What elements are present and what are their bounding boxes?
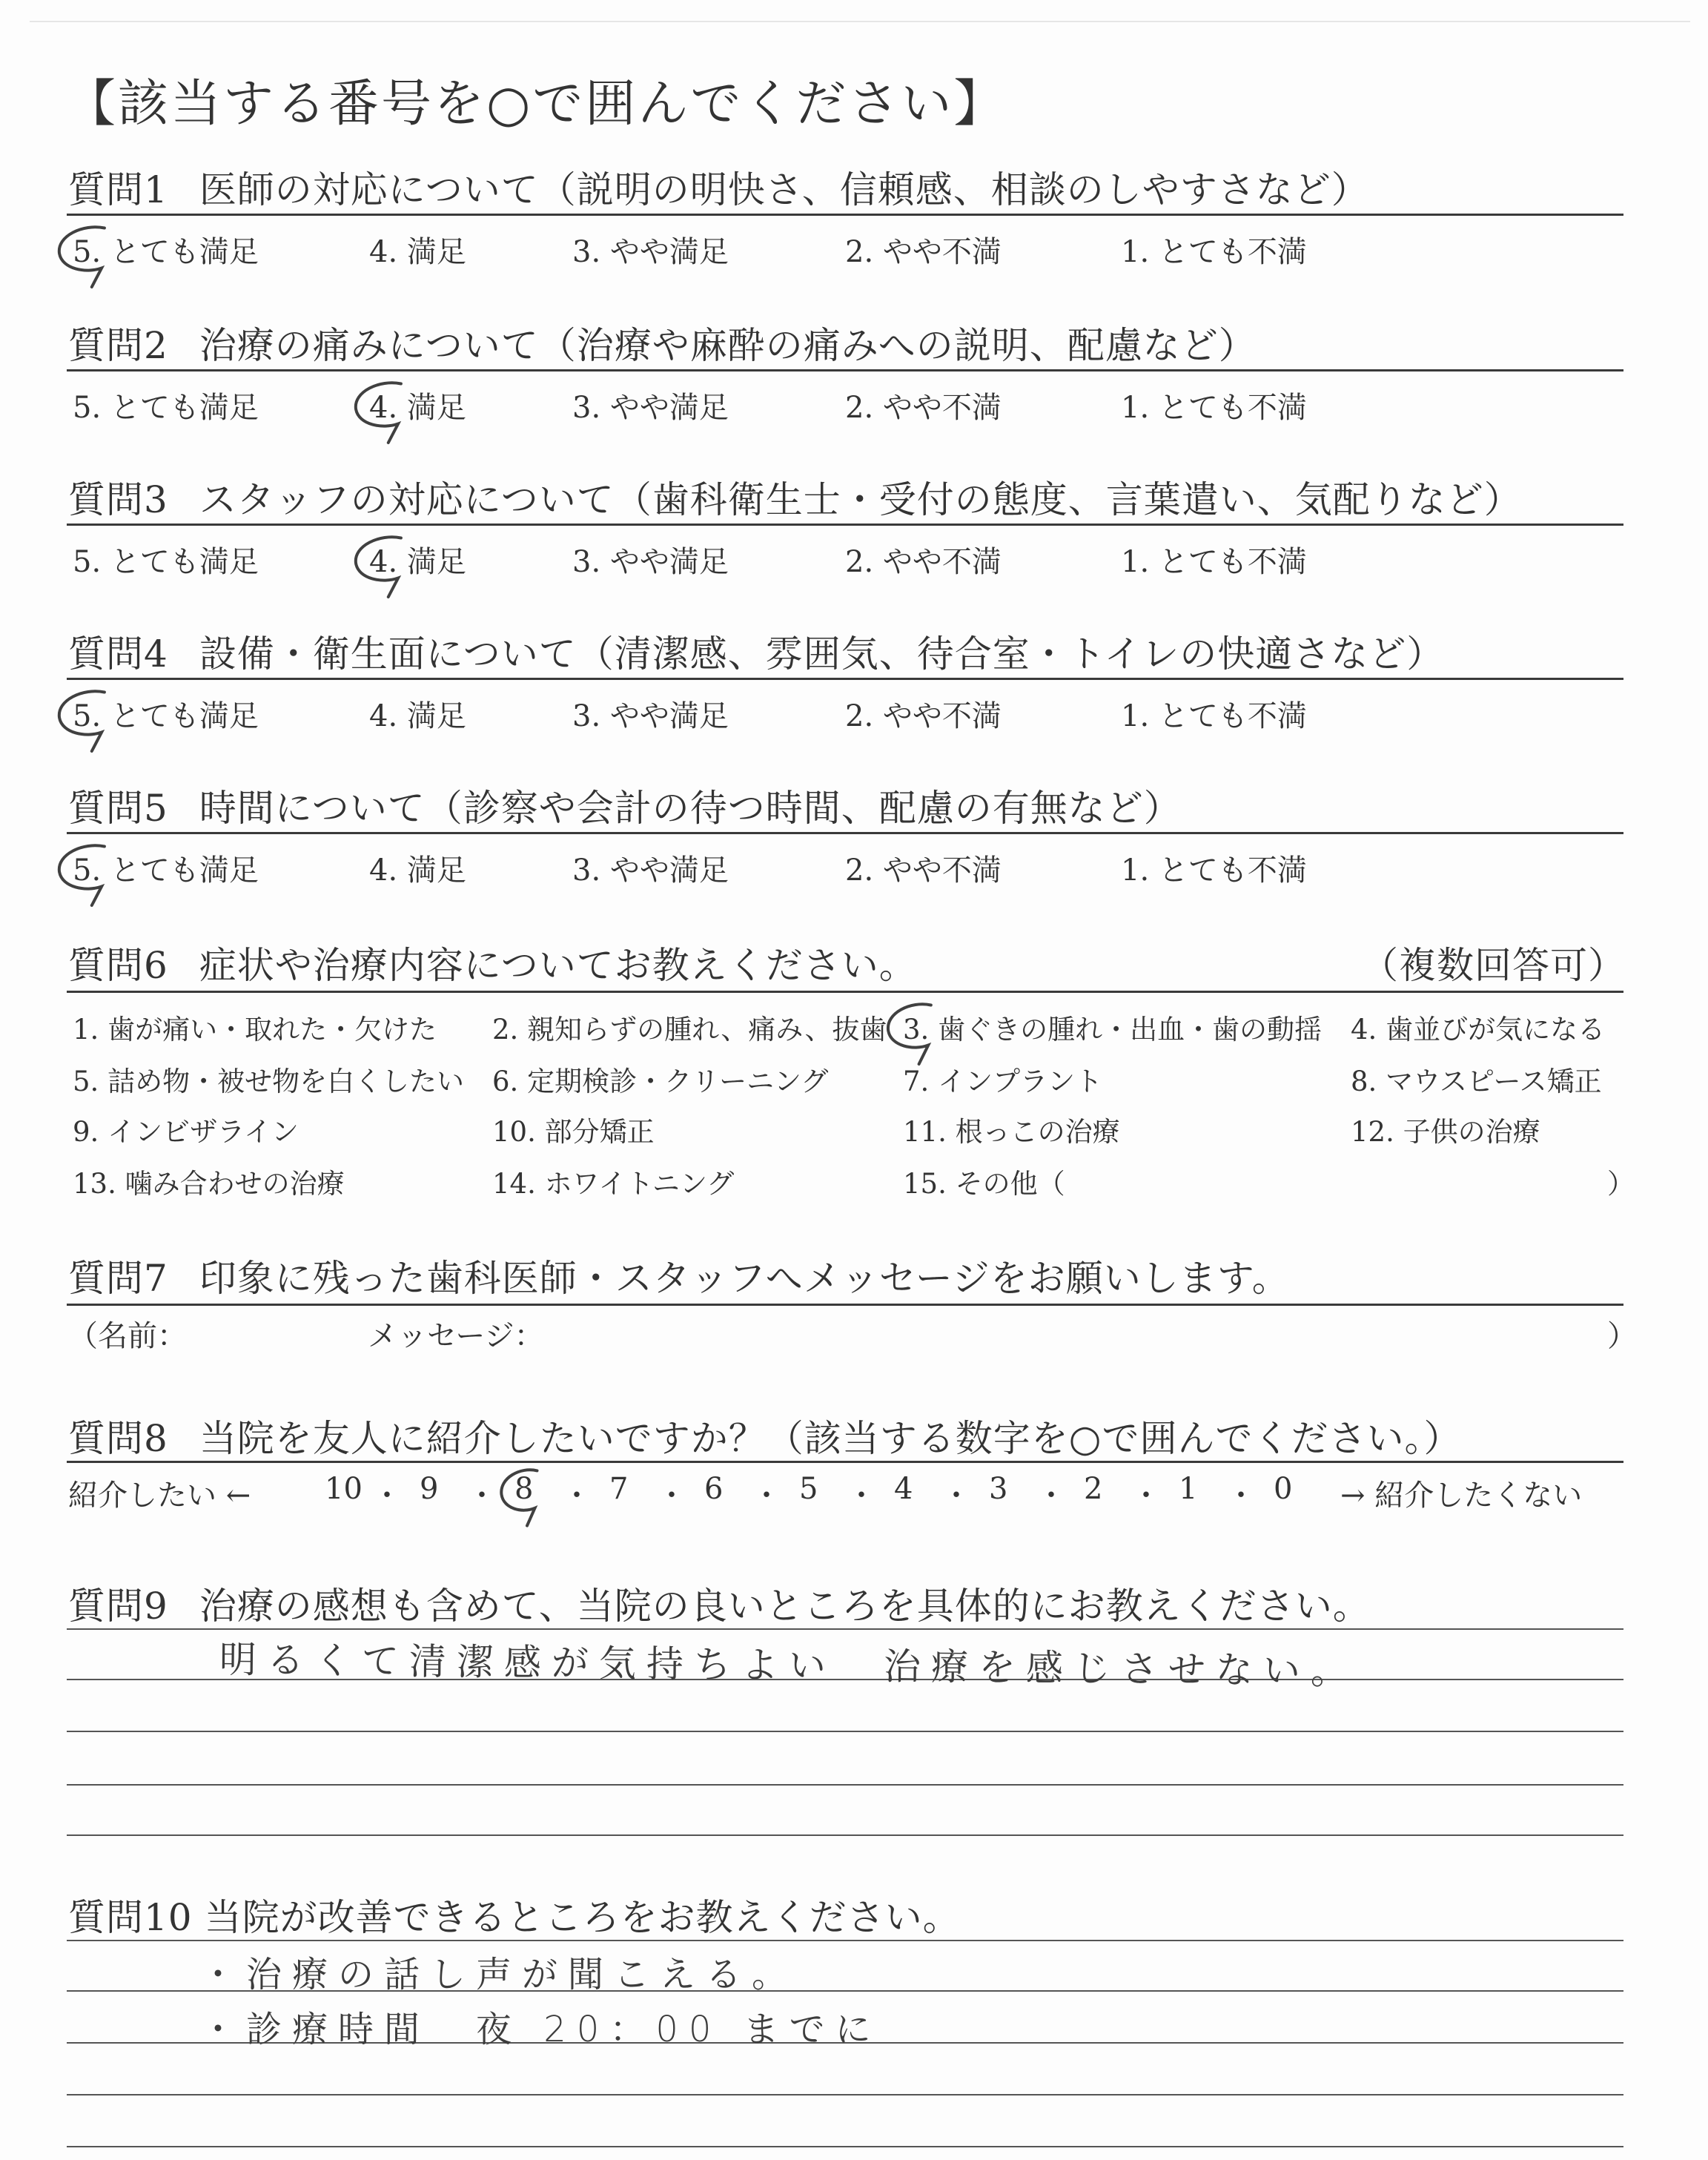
q6-text: 症状や治療内容についてお教えください。 [199,944,917,987]
q6-option-6[interactable]: 6. 定期検診・クリーニング [492,1066,829,1097]
q3-option-2[interactable]: 2. やや不満 [845,545,1002,579]
q8-separator: ・ [941,1479,971,1513]
q1-text: 医師の対応について（説明の明快さ、信頼感、相談のしやすさなど） [199,168,1369,211]
q6-option-14[interactable]: 14. ホワイトニング [492,1168,735,1200]
q8-text: 当院を友人に紹介したいですか？（該当する数字を○で囲んでください。） [199,1417,1462,1460]
q8-separator: ・ [657,1479,686,1513]
q5-text: 時間について（診察や会計の待つ時間、配慮の有無など） [199,787,1182,830]
q1-option-5[interactable]: 5. とても満足 [73,235,259,269]
q1-number: 質問1 [68,168,168,211]
q8-selected-circle [501,1470,537,1525]
q3-selected-circle [356,537,401,597]
q3-number: 質問3 [68,478,168,521]
q8-scale-6[interactable]: 6 [704,1472,724,1506]
q7-message-label[interactable]: メッセージ： [368,1319,544,1353]
q9-number: 質問9 [68,1585,168,1628]
q8-separator: ・ [562,1479,592,1513]
q8-scale-8[interactable]: 8 [514,1472,534,1506]
q6-multiple-note: （複数回答可） [1361,944,1626,987]
q2-option-3[interactable]: 3. やや満足 [572,391,729,425]
q1-option-3[interactable]: 3. やや満足 [572,235,729,269]
q2-option-2[interactable]: 2. やや不満 [845,391,1002,425]
q8-separator: ・ [847,1479,876,1513]
q5-option-3[interactable]: 3. やや満足 [572,853,729,888]
q3-option-4[interactable]: 4. 満足 [369,545,466,579]
q6-option-1[interactable]: 1. 歯が痛い・取れた・欠けた [73,1014,437,1046]
q10-handwritten-answer-2[interactable]: ・診療時間 夜 20：00 までに [200,2009,881,2050]
q5-option-2[interactable]: 2. やや不満 [845,853,1002,888]
q8-scale-1[interactable]: 1 [1179,1472,1198,1506]
q6-option-10[interactable]: 10. 部分矯正 [492,1116,655,1148]
q10-handwritten-answer-1[interactable]: ・治療の話し声が聞こえる。 [200,1954,798,1995]
q8-separator: ・ [1131,1479,1161,1513]
q6-option-7[interactable]: 7. インプラント [903,1066,1103,1097]
q8-separator: ・ [1226,1479,1256,1513]
q10-text: 当院が改善できるところをお教えください。 [204,1896,961,1939]
q5-option-4[interactable]: 4. 満足 [369,853,466,888]
q8-scale-7[interactable]: 7 [609,1472,629,1506]
q8-scale-5[interactable]: 5 [799,1472,818,1506]
q2-text: 治療の痛みについて（治療や麻酔の痛みへの説明、配慮など） [199,324,1257,367]
q7-name-label[interactable]: （名前： [68,1319,187,1353]
q6-option-11[interactable]: 11. 根っこの治療 [903,1116,1120,1148]
q3-option-3[interactable]: 3. やや満足 [572,545,729,579]
q5-selected-circle [59,845,105,905]
q1-option-2[interactable]: 2. やや不満 [845,235,1002,269]
q8-separator: ・ [752,1479,781,1513]
q4-text: 設備・衛生面について（清潔感、雰囲気、待合室・トイレの快適さなど） [199,633,1445,676]
q10-number: 質問10 [68,1896,193,1939]
q3-option-1[interactable]: 1. とても不満 [1121,545,1307,579]
q2-option-1[interactable]: 1. とても不満 [1121,391,1307,425]
q7-text: 印象に残った歯科医師・スタッフへメッセージをお願いします。 [199,1257,1290,1300]
q8-scale-2[interactable]: 2 [1084,1472,1103,1506]
q8-scale-0[interactable]: 0 [1274,1472,1293,1506]
q1-option-1[interactable]: 1. とても不満 [1121,235,1307,269]
q4-option-4[interactable]: 4. 満足 [369,699,466,733]
q3-text: スタッフの対応について（歯科衛生士・受付の態度、言葉遣い、気配りなど） [199,478,1522,521]
q2-selected-circle [356,383,401,443]
q6-option-8[interactable]: 8. マウスピース矯正 [1351,1066,1602,1097]
form-instruction-header: 【該当する番号を○で囲んでください】 [65,75,1007,133]
q1-option-4[interactable]: 4. 満足 [369,235,466,269]
q6-option-12[interactable]: 12. 子供の治療 [1351,1116,1540,1148]
q8-left-label: 紹介したい ← [68,1479,251,1513]
q4-selected-circle [59,691,105,751]
q4-option-1[interactable]: 1. とても不満 [1121,699,1307,733]
q6-option-3[interactable]: 3. 歯ぐきの腫れ・出血・歯の動揺 [903,1014,1323,1046]
q6-option-9[interactable]: 9. インビザライン [73,1116,299,1148]
q1-selected-circle [59,227,105,287]
q7-number: 質問7 [68,1257,168,1300]
q7-close-paren: ） [1607,1319,1637,1353]
q8-scale-3[interactable]: 3 [989,1472,1008,1506]
q2-number: 質問2 [68,324,168,367]
q4-option-2[interactable]: 2. やや不満 [845,699,1002,733]
q6-option-4[interactable]: 4. 歯並びが気になる [1351,1014,1606,1046]
q9-text: 治療の感想も含めて、当院の良いところを具体的にお教えください。 [199,1585,1371,1628]
q4-option-3[interactable]: 3. やや満足 [572,699,729,733]
q8-separator: ・ [372,1479,402,1513]
q6-option-5[interactable]: 5. 詰め物・被せ物を白くしたい [73,1066,465,1097]
q8-scale-9[interactable]: 9 [420,1472,439,1506]
q6-option-2[interactable]: 2. 親知らずの腫れ、痛み、抜歯 [492,1014,887,1046]
q8-scale-4[interactable]: 4 [894,1472,913,1506]
q5-option-5[interactable]: 5. とても満足 [73,853,259,888]
q8-number: 質問8 [68,1417,168,1460]
q8-scale-10[interactable]: 10 [325,1472,363,1506]
q6-selected-circle [888,1004,931,1064]
q8-separator: ・ [467,1479,497,1513]
q6-number: 質問6 [68,944,168,987]
q6-other-close-paren: ） [1607,1168,1635,1200]
q2-option-4[interactable]: 4. 満足 [369,391,466,425]
q3-option-5[interactable]: 5. とても満足 [73,545,259,579]
q9-handwritten-answer[interactable]: 明るくて清潔感が気持ちよい 治療を感じさせない。 [219,1638,1359,1694]
q5-number: 質問5 [68,787,168,830]
q4-option-5[interactable]: 5. とても満足 [73,699,259,733]
q8-separator: ・ [1036,1479,1066,1513]
q4-number: 質問4 [68,633,168,676]
q6-option-15[interactable]: 15. その他（ [903,1168,1065,1200]
q2-option-5[interactable]: 5. とても満足 [73,391,259,425]
q8-right-label: → 紹介したくない [1340,1479,1583,1513]
q5-option-1[interactable]: 1. とても不満 [1121,853,1307,888]
q6-option-13[interactable]: 13. 噛み合わせの治療 [73,1168,345,1200]
